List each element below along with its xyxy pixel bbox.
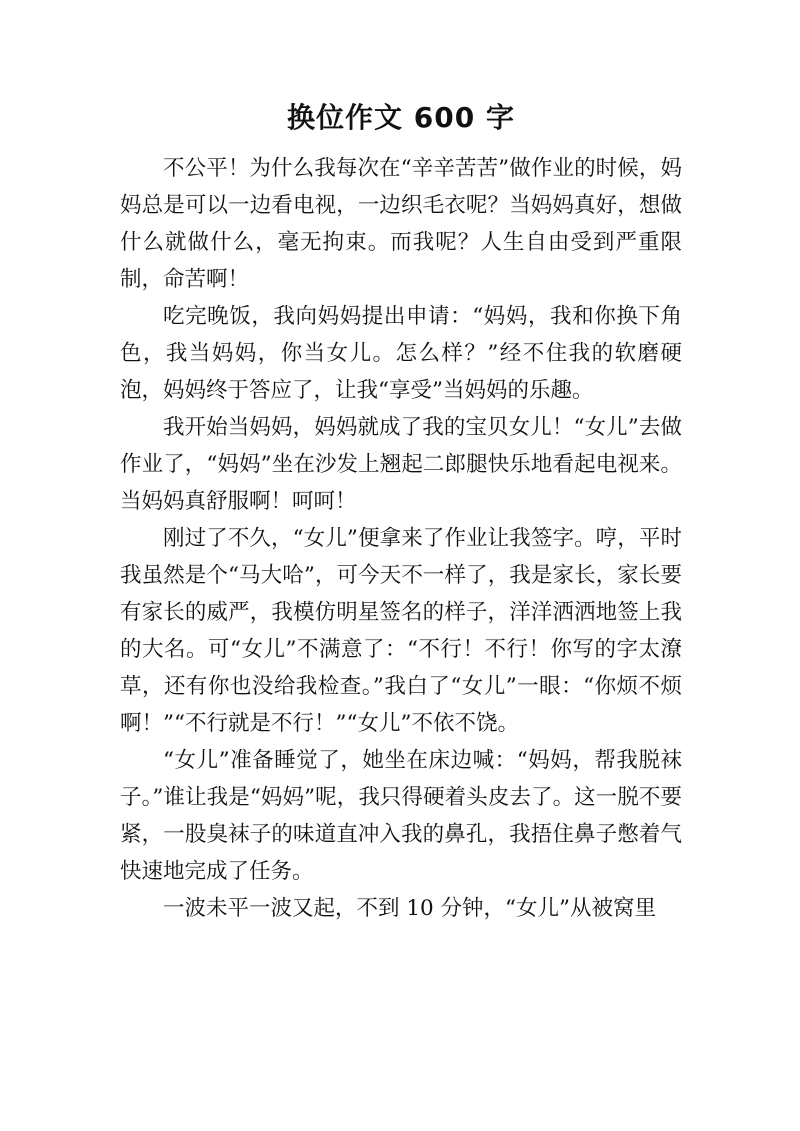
document-body (120, 150, 682, 927)
paragraph: 不公平！为什么我每次在“辛辛苦苦”做作业的时候，妈妈总是可以一边看电视，一边织毛衣呢？当妈妈真好，想做什么就做什么，毫无拘束。而我呢？人生自由受到严重限制，命苦啊！ (120, 156, 682, 292)
paragraph: 刚过了不久，“女儿”便拿来了作业让我签字。哼，平时我虽然是个“马大哈”，可今天不一样了，我是家长，家长要有家长的威严，我模仿明星签名的样子，洋洋洒洒地签上我的大名。可“女儿”不满意了：“不行！不行！你写的字太潦草，还有你也没给我检查。”我白了“女儿”一眼：“你烦不烦啊！”“不行就是不行！”“女儿”不依不饶。 (120, 526, 682, 736)
paragraph: “女儿”准备睡觉了，她坐在床边喊：“妈妈，帮我脱袜子。”谁让我是“妈妈”呢，我只得硬着头皮去了。这一脱不要紧，一股臭袜子的味道直冲入我的鼻孔，我捂住鼻子憋着气快速地完成了任务。 (120, 748, 682, 884)
paragraph: 我开始当妈妈，妈妈就成了我的宝贝女儿！“女儿”去做作业了，“妈妈”坐在沙发上翘起二郎腿快乐地看起电视来。当妈妈真舒服啊！呵呵！ (120, 415, 682, 514)
paragraph: 吃完晚饭，我向妈妈提出申请：“妈妈，我和你换下角色，我当妈妈，你当女儿。怎么样？”经不住我的软磨硬泡，妈妈终于答应了，让我“享受”当妈妈的乐趣。 (120, 304, 682, 403)
paragraph: 一波未平一波又起，不到 10 分钟，“女儿”从被窝里 (163, 896, 657, 921)
document-title: 换位作文 600 字 (287, 101, 515, 134)
